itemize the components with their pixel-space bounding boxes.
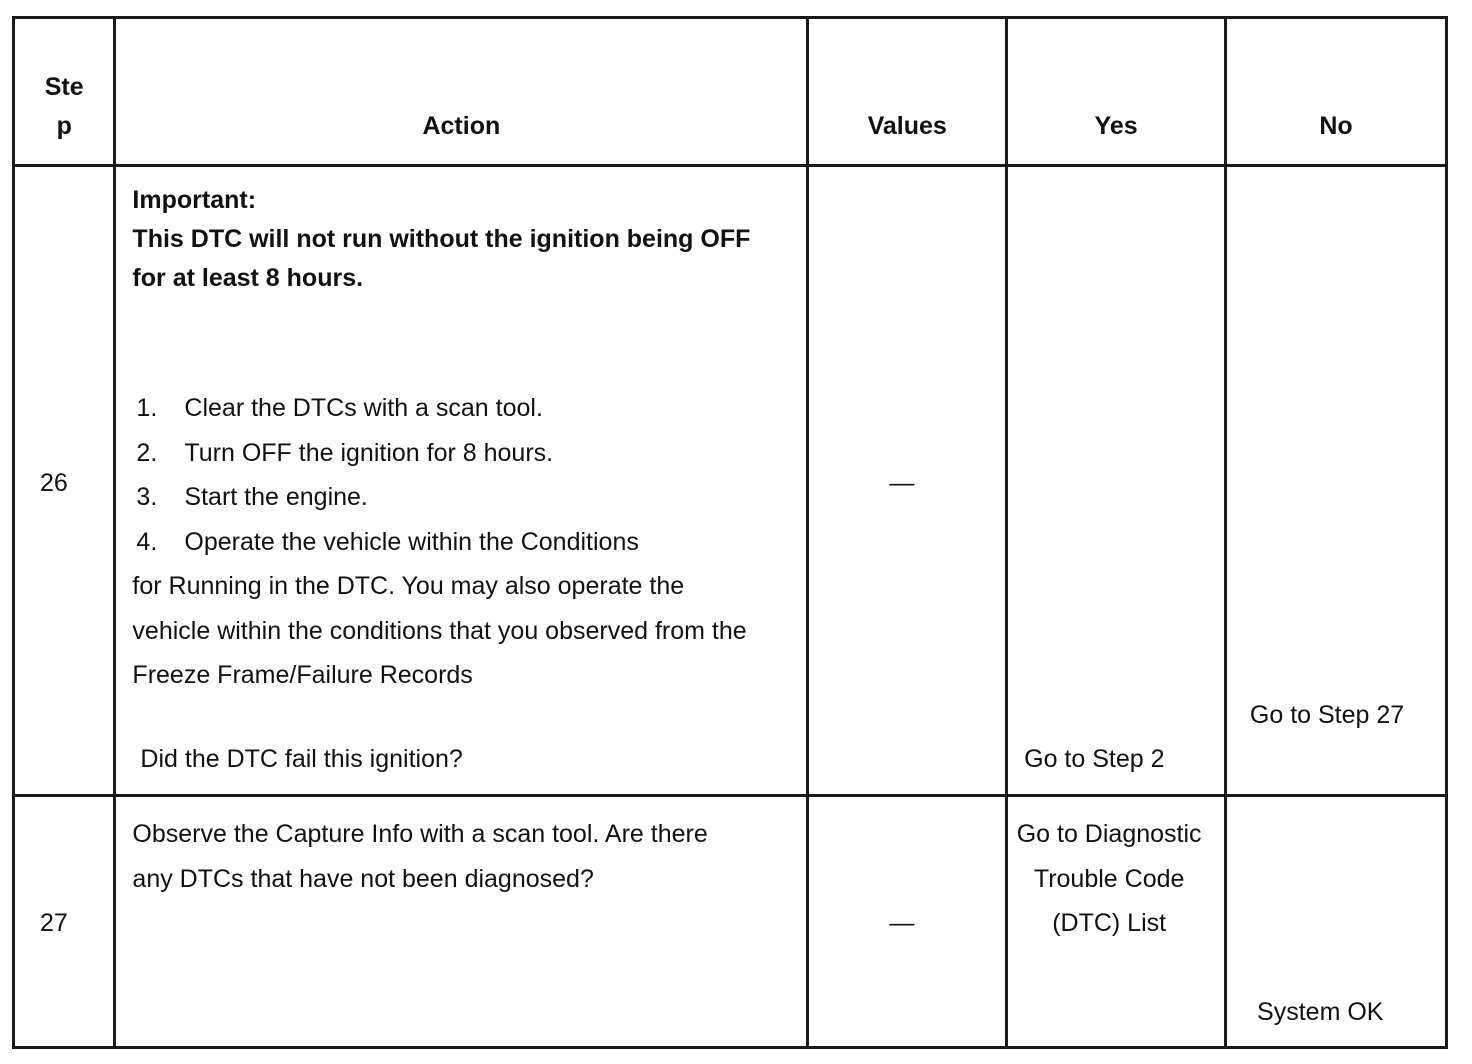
step-number: 26 — [40, 469, 68, 497]
header-row — [14, 18, 1447, 166]
action-cell — [115, 796, 808, 1048]
list-item: 3. Start the engine. — [136, 483, 368, 511]
step-number-cell — [14, 796, 115, 1048]
yes-cell — [1007, 796, 1226, 1048]
procedure-list — [132, 386, 792, 564]
table-row-step-27 — [14, 796, 1447, 1048]
yes-cell — [1007, 166, 1226, 796]
step-number-cell — [14, 166, 115, 796]
header-step: Step — [14, 18, 115, 166]
header-yes: Yes — [1007, 18, 1226, 166]
list-item: 2. Turn OFF the ignition for 8 hours. — [136, 438, 554, 467]
procedure-continuation: for Running in the DTC. You may also operate the vehicle within the conditions that you observed from the Freeze Frame/Failure Records — [132, 572, 747, 689]
action-text: Observe the Capture Info with a scan tool. Are there any DTCs that have not been diagnosed? — [132, 820, 708, 893]
yes-outcome: Go to Step 2 — [1024, 745, 1165, 773]
header-action: Action — [115, 18, 808, 166]
values-cell — [808, 796, 1007, 1048]
diagnostic-table — [12, 16, 1448, 1049]
action-cell — [115, 166, 808, 796]
important-note — [132, 181, 782, 298]
yes-outcome: Go to Diagnostic Trouble Code (DTC) List — [1016, 820, 1202, 937]
header-no: No — [1226, 18, 1447, 166]
step-number: 27 — [40, 909, 68, 937]
no-outcome: System OK — [1257, 998, 1384, 1026]
question-text: Did the DTC fail this ignition? — [140, 745, 463, 773]
no-cell — [1226, 796, 1447, 1048]
values-dash: — — [889, 909, 915, 937]
list-item: 4. Operate the vehicle within the Conditions — [136, 527, 639, 556]
list-item: 1. Clear the DTCs with a scan tool. — [136, 394, 543, 422]
no-cell — [1226, 166, 1447, 796]
important-label: Important: — [132, 186, 257, 214]
header-values: Values — [808, 18, 1007, 166]
values-dash: — — [889, 469, 915, 497]
values-cell — [808, 166, 1007, 796]
important-text: This DTC will not run without the ignition being OFF for at least 8 hours. — [132, 225, 751, 292]
no-outcome: Go to Step 27 — [1249, 701, 1405, 729]
table-row-step-26 — [14, 166, 1447, 796]
